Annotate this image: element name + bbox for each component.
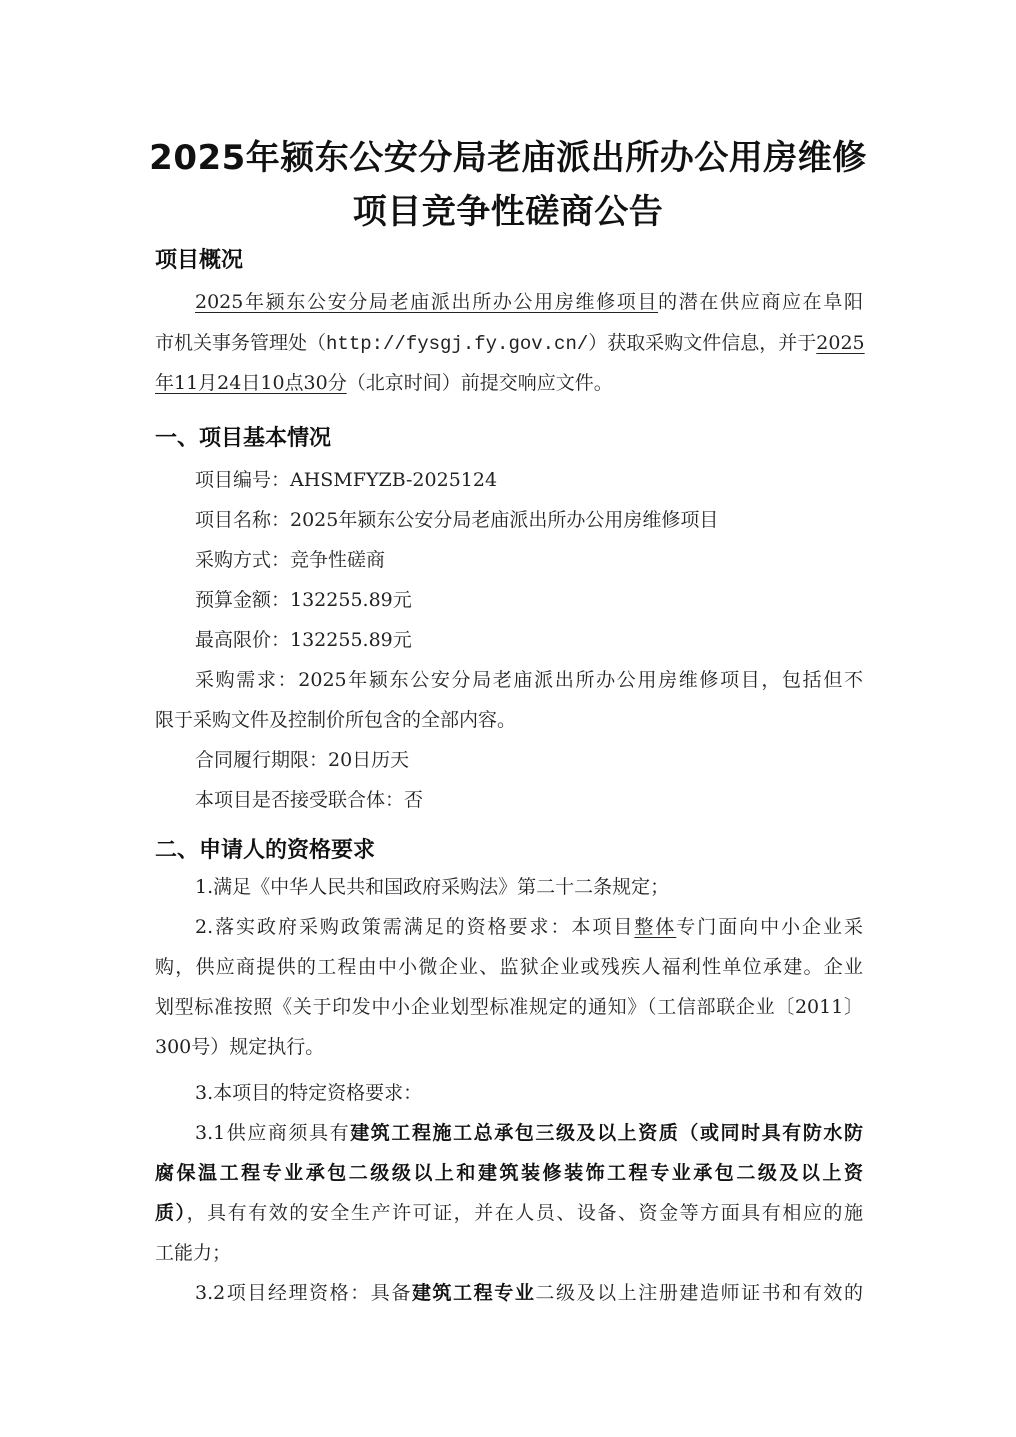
requirement-3: 3.本项目的特定资格要求： — [195, 1082, 423, 1104]
requirement-3-1-line1: 3.1供应商须具有建筑工程施工总承包三级及以上资质（或同时具有防水防 — [195, 1122, 863, 1144]
document-title-line1: 2025年颍东公安分局老庙派出所办公用房维修 — [149, 138, 867, 178]
overview-paragraph-line2: 市机关事务管理处（http://fysgj.fy.gov.cn/）获取采购文件信息，并于2025 — [155, 332, 865, 355]
procurement-demand-line2: 限于采购文件及控制价所包含的全部内容。 — [155, 709, 517, 731]
section1-heading: 一、项目基本情况 — [155, 426, 332, 451]
project-name: 项目名称：2025年颍东公安分局老庙派出所办公用房维修项目 — [195, 509, 719, 531]
procurement-demand-line1: 采购需求：2025年颍东公安分局老庙派出所办公用房维修项目，包括但不 — [195, 669, 863, 691]
project-name-link: 2025年颍东公安分局老庙派出所办公用房维修项目 — [195, 291, 659, 313]
project-number: 项目编号：AHSMFYZB-2025124 — [195, 469, 498, 491]
requirement-2-line2: 购，供应商提供的工程由中小微企业、监狱企业或残疾人福利性单位承建。企业 — [155, 956, 863, 978]
section2-heading: 二、申请人的资格要求 — [155, 838, 376, 863]
requirement-3-2-line1: 3.2项目经理资格：具备建筑工程专业二级及以上注册建造师证书和有效的 — [195, 1282, 863, 1304]
requirement-2-line3: 划型标准按照《关于印发中小企业划型标准规定的通知》（工信部联企业〔2011〕 — [155, 996, 863, 1018]
procurement-url[interactable]: http://fysgj.fy.gov.cn/ — [326, 333, 589, 355]
max-price: 最高限价：132255.89元 — [195, 629, 412, 651]
consortium-accepted: 本项目是否接受联合体：否 — [195, 789, 424, 811]
contract-period: 合同履行期限：20日历天 — [195, 749, 410, 771]
requirement-2-line4: 300号）规定执行。 — [155, 1036, 325, 1058]
overview-paragraph-line3: 年11月24日10点30分（北京时间）前提交响应文件。 — [155, 372, 613, 394]
overview-heading: 项目概况 — [155, 248, 244, 273]
requirement-2-line1: 2.落实政府采购政策需满足的资格要求：本项目整体专门面向中小企业采 — [195, 916, 863, 938]
budget-amount: 预算金额：132255.89元 — [195, 589, 412, 611]
requirement-3-1-line3: 质），具有有效的安全生产许可证，并在人员、设备、资金等方面具有相应的施 — [155, 1202, 863, 1224]
deadline-date: 年11月24日10点30分 — [155, 372, 347, 394]
requirement-3-1-line2: 腐保温工程专业承包二级级以上和建筑装修装饰工程专业承包二级及以上资 — [155, 1162, 863, 1184]
document-title-line2: 项目竞争性磋商公告 — [352, 192, 664, 232]
requirement-1: 1.满足《中华人民共和国政府采购法》第二十二条规定； — [195, 876, 670, 898]
overview-paragraph-line1: 2025年颍东公安分局老庙派出所办公用房维修项目的潜在供应商应在阜阳 — [195, 291, 863, 313]
requirement-3-1-line4: 工能力； — [155, 1242, 232, 1264]
procurement-method: 采购方式：竞争性磋商 — [195, 549, 386, 571]
